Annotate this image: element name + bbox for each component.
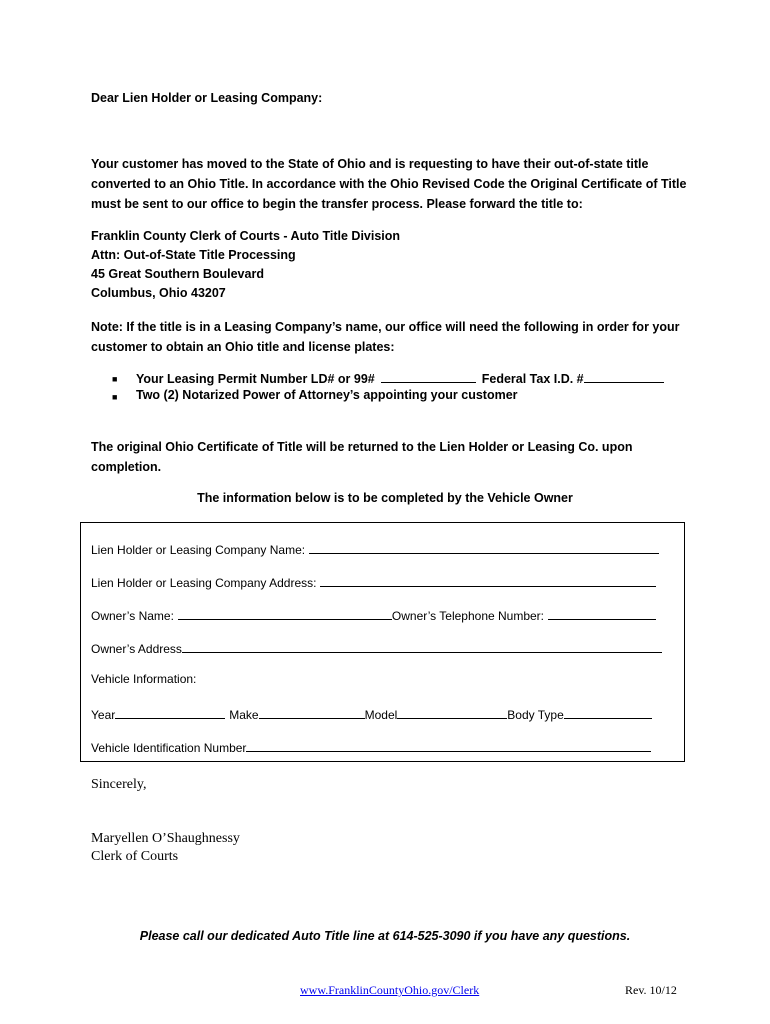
return-paragraph: [91, 437, 632, 477]
make-field[interactable]: [259, 705, 365, 719]
owner-address-label: Owner’s Address: [91, 642, 182, 656]
vehicle-details-row: [91, 705, 652, 722]
note-line: customer to obtain an Ohio title and license plates:: [91, 340, 395, 354]
signer-name: Maryellen O’Shaughnessy: [91, 831, 240, 846]
intro-line: must be sent to our office to begin the transfer process. Please forward the title to:: [91, 197, 583, 211]
body-type-label: Body Type: [507, 708, 564, 722]
form-heading: The information below is to be completed by the Vehicle Owner: [197, 491, 573, 505]
greeting: Dear Lien Holder or Leasing Company:: [91, 91, 323, 105]
vehicle-info-label: Vehicle Information:: [91, 672, 197, 686]
model-field[interactable]: [397, 705, 507, 719]
address-line: 45 Great Southern Boulevard: [91, 267, 264, 281]
vin-label: Vehicle Identification Number: [91, 741, 247, 755]
owner-address-field[interactable]: [182, 639, 662, 653]
bullet-permit: [136, 370, 664, 386]
bullet-icon: ■: [112, 392, 118, 402]
bullet-poa: Two (2) Notarized Power of Attorney’s appointing your customer: [136, 388, 518, 402]
owner-name-row: [91, 606, 656, 623]
lienholder-name-row: [91, 540, 659, 557]
bullet-icon: ■: [112, 374, 118, 384]
owner-name-field[interactable]: [178, 606, 392, 620]
phone-note: Please call our dedicated Auto Title line at 614-525-3090 if you have any questions.: [139, 929, 631, 943]
vehicle-info-row: [91, 672, 196, 686]
note-line: Note: If the title is in a Leasing Company’s name, our office will need the following in order for your: [91, 320, 680, 334]
lienholder-address-label: Lien Holder or Leasing Company Address:: [91, 576, 317, 590]
intro-line: Your customer has moved to the State of Ohio and is requesting to have their out-of-state title: [91, 157, 649, 171]
note-paragraph: [91, 317, 680, 357]
return-line: The original Ohio Certificate of Title will be returned to the Lien Holder or Leasing Co. upon: [91, 440, 633, 454]
owner-address-row: [91, 639, 662, 656]
address-line: Franklin County Clerk of Courts - Auto Title Division: [91, 229, 401, 243]
lienholder-name-label: Lien Holder or Leasing Company Name:: [91, 543, 306, 557]
make-label: Make: [229, 708, 259, 722]
signer-title: Clerk of Courts: [91, 849, 179, 864]
tax-label: Federal Tax I.D. #: [481, 372, 584, 386]
mailing-address: [91, 227, 400, 303]
owner-phone-label: Owner’s Telephone Number:: [391, 609, 545, 623]
address-line: Columbus, Ohio 43207: [91, 286, 226, 300]
body-type-field[interactable]: [564, 705, 652, 719]
closing: Sincerely,: [91, 777, 147, 792]
lienholder-address-field[interactable]: [320, 573, 656, 587]
lienholder-address-row: [91, 573, 656, 590]
vin-field[interactable]: [246, 738, 651, 752]
permit-blank: [381, 370, 476, 383]
return-line: completion.: [91, 460, 162, 474]
year-field[interactable]: [115, 705, 225, 719]
signature-block: [91, 830, 240, 866]
owner-phone-field[interactable]: [548, 606, 656, 620]
clerk-website-link[interactable]: www.FranklinCountyOhio.gov/Clerk: [300, 983, 480, 997]
owner-name-label: Owner’s Name:: [91, 609, 174, 623]
vehicle-owner-form: [80, 522, 685, 762]
revision-label: Rev. 10/12: [625, 983, 677, 997]
tax-blank: [584, 370, 664, 383]
intro-paragraph: [91, 154, 686, 214]
lienholder-name-field[interactable]: [309, 540, 659, 554]
year-label: Year: [91, 708, 116, 722]
address-line: Attn: Out-of-State Title Processing: [91, 248, 296, 262]
intro-line: converted to an Ohio Title. In accordance with the Ohio Revised Code the Original Certificate of Title: [91, 177, 687, 191]
model-label: Model: [364, 708, 398, 722]
vin-row: [91, 738, 651, 755]
permit-label: Your Leasing Permit Number LD# or 99#: [136, 372, 375, 386]
